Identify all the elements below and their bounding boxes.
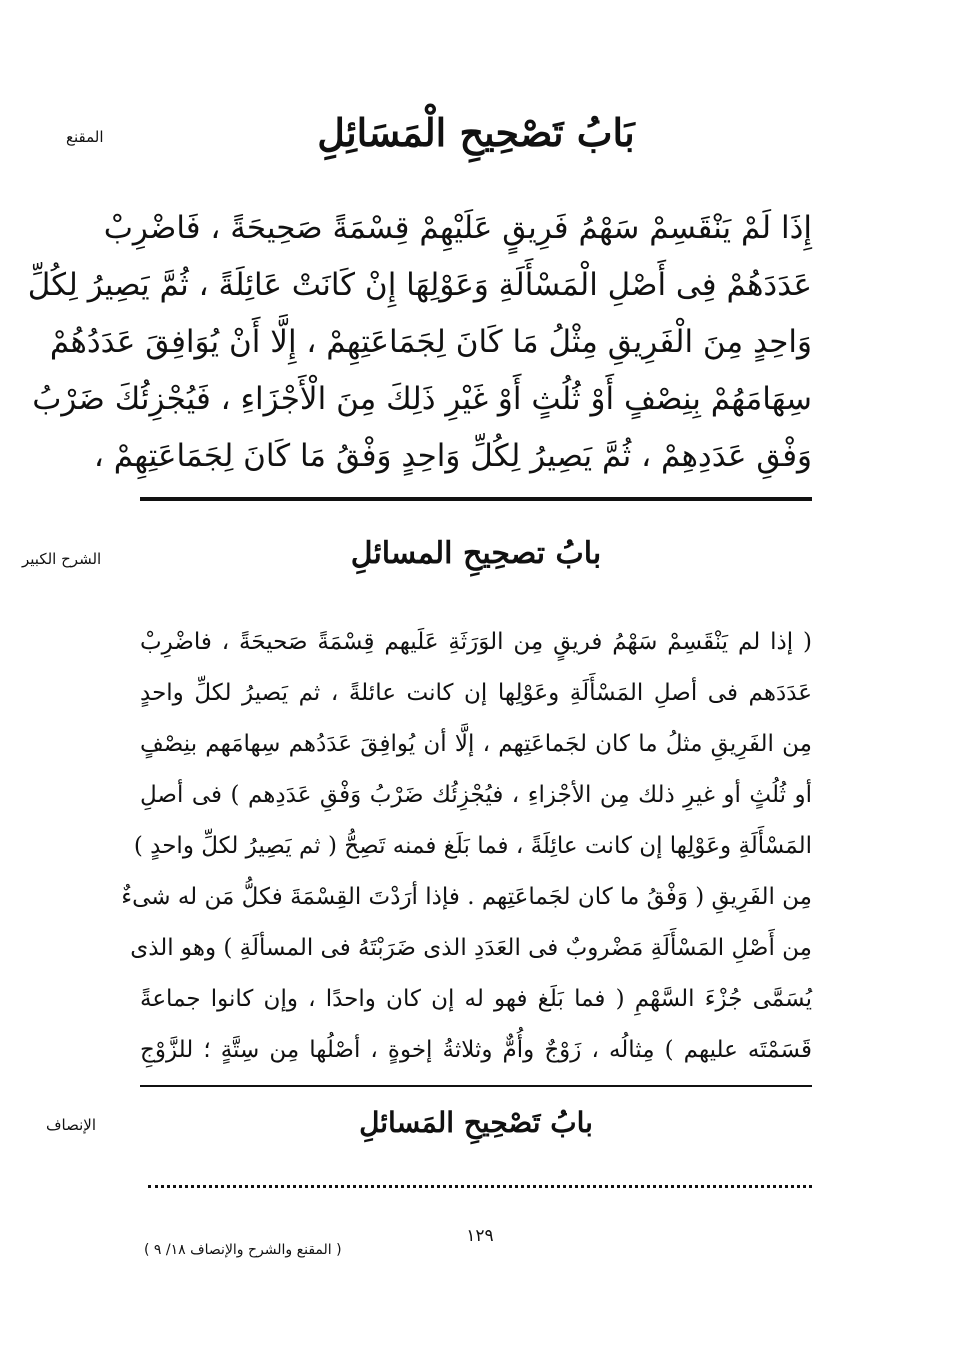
sharh-line: قَسَمْتَه عليهم ) مِثالُه ، زَوْجٌ وأُمٌّ وثلاثةُ إخوةٍ ، أصْلُها مِن سِتَّةٍ ؛ للزَّوْجِ: [140, 1037, 812, 1063]
muqni-text: [27, 200, 812, 485]
side-label-sharh: الشرح الكبير: [22, 550, 102, 568]
insaf-title: بابُ تَصْحِيحِ المَسائلِ: [359, 1106, 593, 1139]
sharh-line: عَدَدَهم فى أصلِ المَسْأَلَةِ وعَوْلِها إن كانت عائلةً ، ثم يَصيرُ لكلِّ واحدٍ: [140, 680, 812, 706]
side-label-insaf: الإنصاف: [46, 1116, 97, 1134]
sharh-line: مِن الفَرِيقِ ( وَفْقُ ما كان لجَماعَتِهم . فإذا أرَدْتَ القِسْمَةَ فكلُّ مَن له شىءٌ: [121, 884, 812, 910]
page-number: ١٢٩: [466, 1226, 494, 1246]
sharh-line: المَسْأَلَةِ وعَوْلِها إن كانت عائِلَةً ، فما بَلَغ فمنه تَصِحُّ ( ثم يَصِيرُ لكلِّ واحدٍ ): [133, 833, 812, 859]
sharh-line: مِن الفَرِيقِ مثلُ ما كان لجَماعَتِهم ، إلَّا أن يُوافِقَ عَدَدُهم سِهامَهم بنِصْفٍ: [140, 731, 812, 757]
sharh-line: أو ثُلُثٍ أو غيرِ ذلك مِن الأجْزاءِ ، فيُجْزِئُك ضَرْبُ وَفْقِ عَدَدِهم ) فى أصلِ: [140, 782, 812, 808]
muqni-title: بَابُ تَصْحِيحِ الْمَسَائِلِ: [317, 110, 635, 155]
section-divider-thick: [140, 497, 812, 501]
side-label-muqni: المقنع: [66, 128, 104, 146]
section-divider-thin: [140, 1085, 812, 1087]
dotted-line: [148, 1185, 812, 1188]
muqni-line: وَفْقِ عَدَدِهِمْ ، ثُمَّ يَصِيرُ لِكُلِّ وَاحِدٍ وَفْقُ مَا كَانَ لِجَمَاعَتِهِمْ ،: [93, 438, 812, 474]
sharh-text: [121, 617, 812, 1076]
muqni-line: سِهَامَهُمْ بِنِصْفٍ أَوْ ثُلُثٍ أَوْ غَيْرِ ذَلِكَ مِنَ الْأَجْزَاءِ ، فَيُجْزِئُكَ ضَرْبُ: [32, 381, 812, 417]
sharh-title: بابُ تصحِيحِ المسائلِ: [350, 536, 602, 571]
muqni-line: إِذَا لَمْ يَنْقَسِمْ سَهْمُ فَرِيقٍ عَلَيْهِمْ قِسْمَةً صَحِيحَةً ، فَاضْرِبْ: [103, 210, 812, 246]
muqni-line: عَدَدَهُمْ فِى أَصْلِ الْمَسْأَلَةِ وَعَوْلِهَا إِنْ كَانَتْ عَائِلَةً ، ثُمَّ يَصِيرُ لِكُلِّ: [27, 267, 812, 303]
sharh-line: ( إذا لم يَنْقَسِمْ سَهْمُ فريقٍ مِن الوَرَثَةِ عَلَيهم قِسْمَةً صَحيحَةً ، فاضْرِبْ: [140, 629, 812, 655]
volume-reference: ( المقنع والشرح والإنصاف ١٨/ ٩ ): [144, 1242, 342, 1258]
muqni-line: وَاحِدٍ مِنَ الْفَرِيقِ مِثْلُ مَا كَانَ لِجَمَاعَتِهِمْ ، إِلَّا أَنْ يُوَافِقَ عَدَدُهُمْ: [49, 324, 812, 360]
sharh-line: مِن أَصْلِ المَسْأَلَةِ مَضْروبٌ فى العَدَدِ الذى ضَرَبْتَهُ فى المسألَةِ ) وهو الذى: [130, 935, 812, 961]
sharh-line: يُسَمَّى جُزْءَ السَّهْمِ ( فما بَلَغ فهو له إن كان واحدًا ، وإن كانوا جماعةً: [140, 986, 812, 1012]
